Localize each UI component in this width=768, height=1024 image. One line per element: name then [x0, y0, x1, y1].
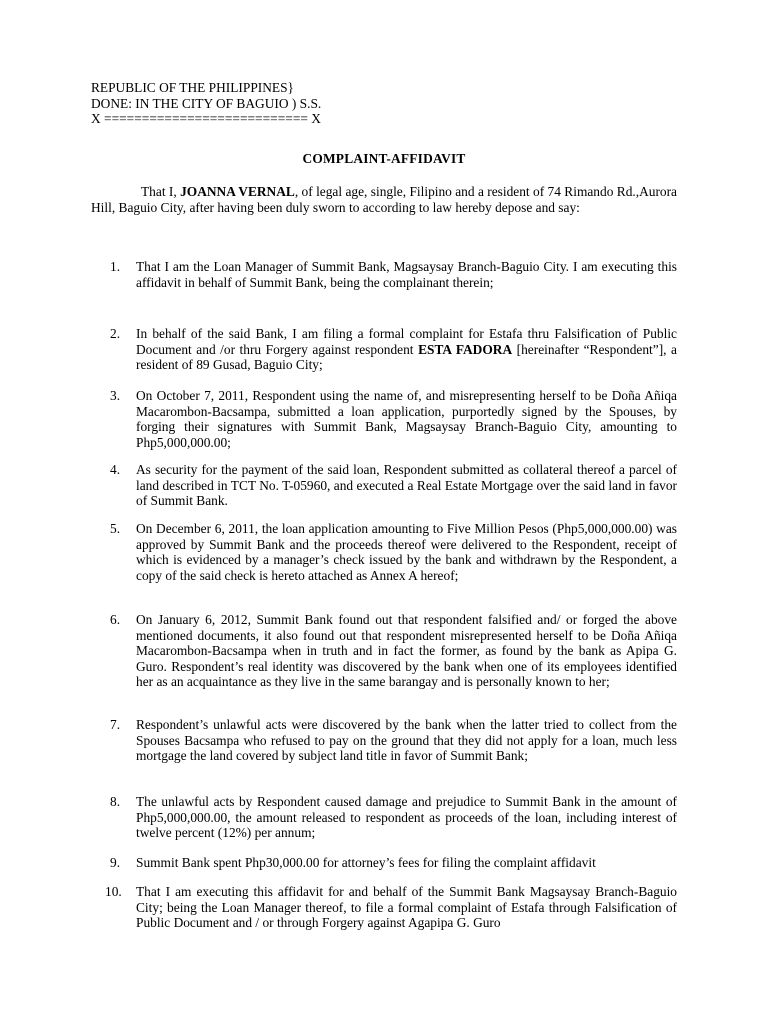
item-text: That I am executing this affidavit for and behalf of the Summit Bank Magsaysay Branch-Baguio City; being the Loan Manager thereof, to file a formal complaint of Estafa through Falsification of Public Document and / or through Forgery against Agapipa G. Guro	[136, 884, 677, 931]
item-text: The unlawful acts by Respondent caused damage and prejudice to Summit Bank in the amount of Php5,000,000.00, the amount released to respondent as proceeds of the loan, including interest of twelve percent (12%) per annum;	[136, 794, 677, 841]
list-item	[91, 717, 677, 764]
item-number: 9.	[110, 855, 121, 870]
document-title: COMPLAINT-AFFIDAVIT	[302, 151, 466, 166]
item-text: That I am the Loan Manager of Summit Bank, Magsaysay Branch-Baguio City. I am executing this affidavit in behalf of Summit Bank, being the complainant therein;	[136, 259, 677, 290]
item-text: Summit Bank spent Php30,000.00 for attorney’s fees for filing the complaint affidavit	[136, 855, 596, 870]
item-text: As security for the payment of the said loan, Respondent submitted as collateral thereof a parcel of land described in TCT No. T-05960, and executed a Real Estate Mortgage over the said land in favor of Summit Bank.	[136, 462, 677, 509]
intro-pre: That I,	[141, 184, 181, 199]
item-number: 1.	[110, 259, 121, 274]
item-number: 3.	[110, 388, 121, 403]
intro-paragraph	[91, 184, 677, 215]
list-item	[91, 388, 677, 450]
list-item	[91, 462, 677, 509]
item-number: 5.	[110, 521, 121, 536]
affiant-name: JOANNA VERNAL	[180, 184, 295, 199]
caption-line-1: REPUBLIC OF THE PHILIPPINES}	[91, 80, 294, 95]
item-number: 7.	[110, 717, 121, 732]
list-item	[91, 521, 677, 583]
list-item	[91, 259, 677, 290]
caption-line-2: DONE: IN THE CITY OF BAGUIO ) S.S.	[91, 95, 322, 111]
item-text: Respondent’s unlawful acts were discovered by the bank when the latter tried to collect from the Spouses Bacsampa who refused to pay on the ground that they did not apply for a loan, much less mortgage the land covered by subject land title in favor of Summit Bank;	[136, 717, 677, 764]
item-text: On January 6, 2012, Summit Bank found out that respondent falsified and/ or forged the above mentioned documents, it also found out that respondent misrepresented herself to be Doña Añiqa Macarombon-Bacsampa when in truth and in fact the former, as found by the bank as Apipa G. Guro. Respondent’s real identity was discovered by the bank when one of its employees identified her as an acquaintance as they live in the same barangay and is personally known to her;	[136, 612, 677, 690]
item-number: 2.	[110, 326, 121, 341]
list-item	[91, 794, 677, 841]
list-item	[91, 855, 677, 871]
item-text-post: [hereinafter “Respondent”], a resident of 89 Gusad, Baguio City;	[136, 341, 677, 373]
item-number: 4.	[110, 462, 121, 477]
item-number: 6.	[110, 612, 121, 627]
intro-post: , of legal age, single, Filipino and a resident of 74 Rimando Rd.,Aurora Hill, Baguio City, after having been duly sworn to according to law hereby depose and say:	[91, 184, 678, 215]
respondent-name: ESTA FADORA	[418, 341, 513, 357]
item-number: 8.	[110, 794, 121, 809]
caption-block	[91, 80, 691, 127]
list-item	[91, 884, 677, 931]
item-text-pre: In behalf of the said Bank, I am filing a formal complaint for Estafa thru Falsification of Public Document and /or thru Forgery against respondent	[136, 326, 677, 357]
list-item	[91, 612, 677, 690]
item-text: On October 7, 2011, Respondent using the name of, and misrepresenting herself to be Doña Añiqa Macarombon-Bacsampa, submitted a loan application, purportedly signed by the Spouses, by forging their signatures with Summit Bank, Magsaysay Branch-Baguio City, amounting to Php5,000,000.00;	[136, 388, 677, 450]
item-text	[136, 326, 677, 373]
list-item	[91, 326, 677, 373]
caption-line-3: X =========================== X	[91, 111, 321, 127]
item-text: On December 6, 2011, the loan application amounting to Five Million Pesos (Php5,000,000.00) was approved by Summit Bank and the proceeds thereof were delivered to the Respondent, receipt of which is evidenced by a manager’s check issued by the bank and withdrawn by the Respondent, a copy of the said check is hereto attached as Annex A hereof;	[136, 521, 677, 583]
item-number: 10.	[105, 884, 122, 899]
